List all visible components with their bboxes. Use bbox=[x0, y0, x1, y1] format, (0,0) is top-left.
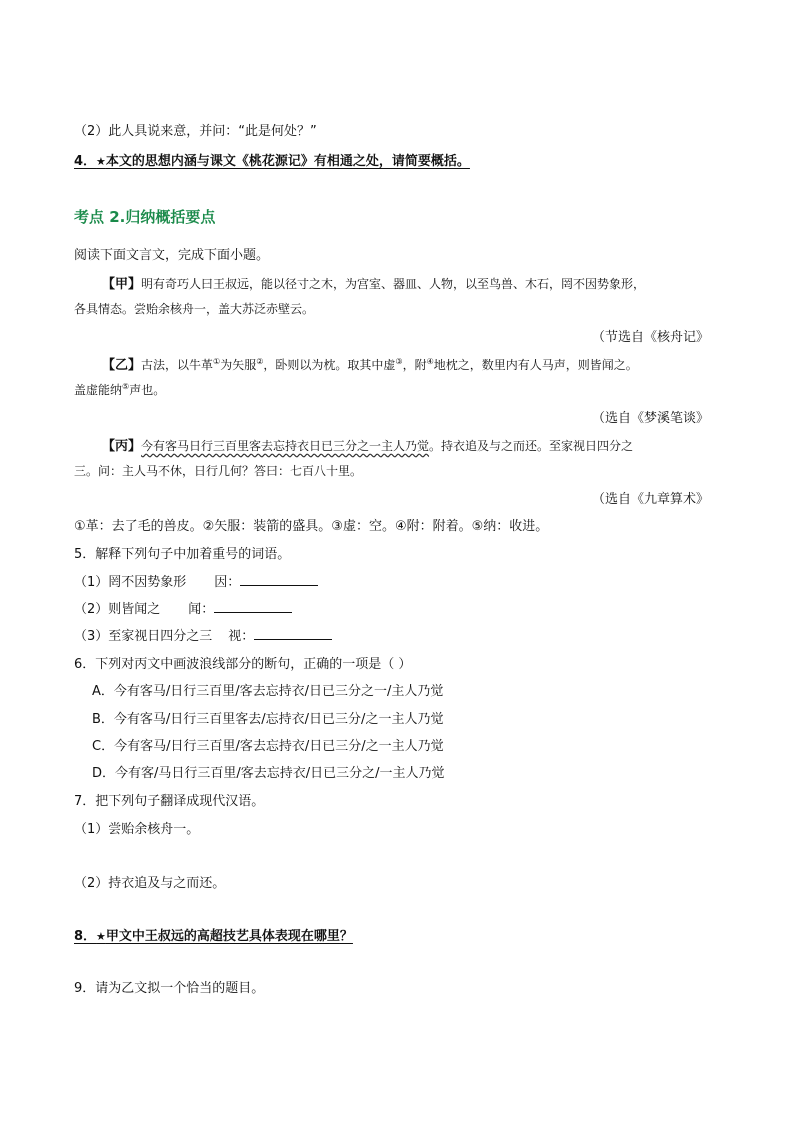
passage-yi-source: （选自《梦溪笔谈》 bbox=[592, 411, 710, 426]
section-title: 考点 2.归纳概括要点 bbox=[74, 208, 216, 226]
answer-blank[interactable] bbox=[254, 627, 332, 640]
option-d[interactable]: D．今有客/马日行三百里/客去忘持衣/日已三分之/一主人乃觉 bbox=[92, 766, 445, 781]
question-text: 本文的思想内涵与课文《桃花源记》有相通之处，请简要概括。 bbox=[105, 154, 470, 169]
passage-bing-source: （选自《九章算术》 bbox=[592, 492, 710, 507]
note-marker: ③ bbox=[395, 357, 403, 366]
question-number: 8． bbox=[74, 929, 97, 944]
option-b[interactable]: B．今有客马/日行三百里客去/忘持衣/日已三分/之一主人乃觉 bbox=[92, 712, 444, 727]
passage-jia-line-1: 【甲】明有奇巧人曰王叔远，能以径寸之木，为宫室、器皿、人物，以至鸟兽、木石，罔不因势象形， bbox=[102, 277, 646, 292]
answer-blank[interactable] bbox=[214, 600, 292, 613]
question-5-item-1: （1）罔不因势象形 因： bbox=[74, 571, 318, 590]
passage-jia-source: （节选自《核舟记》 bbox=[592, 330, 710, 345]
passage-tag: 【乙】 bbox=[102, 358, 142, 373]
question-number: 4． bbox=[74, 154, 97, 169]
passage-bing-line-2: 三。问：主人马不休，日行几何？答曰：七百八十里。 bbox=[74, 464, 363, 478]
answer-blank[interactable] bbox=[240, 573, 318, 586]
question-4 bbox=[74, 150, 470, 169]
option-c[interactable]: C．今有客马/日行三百里/客去忘持衣/日已三分/之一主人乃觉 bbox=[92, 739, 444, 754]
question-7-item-1: （1）尝贻余核舟一。 bbox=[74, 822, 200, 837]
reading-intro: 阅读下面文言文，完成下面小题。 bbox=[74, 248, 270, 263]
note-marker: ② bbox=[256, 357, 264, 366]
note-marker: ① bbox=[213, 357, 221, 366]
note-marker: ⑤ bbox=[122, 382, 130, 391]
wavy-underlined-text: 今有客马日行三百里客去忘持衣日已三分之一主人乃觉 bbox=[141, 439, 430, 453]
star-icon: ★ bbox=[96, 155, 106, 168]
question-3-2: （2）此人具说来意，并问：“此是何处？” bbox=[74, 124, 317, 139]
passage-bing-line-1: 【丙】今有客马日行三百里客去忘持衣日已三分之一主人乃觉。持衣追及与之而还。至家视日四分之 bbox=[102, 439, 634, 454]
note-marker: ④ bbox=[426, 357, 434, 366]
passage-tag: 【甲】 bbox=[102, 277, 142, 292]
question-8 bbox=[74, 925, 353, 944]
question-7-item-2: （2）持衣追及与之而还。 bbox=[74, 876, 226, 891]
question-9: 9．请为乙文拟一个恰当的题目。 bbox=[74, 981, 265, 996]
question-6-stem: 6．下列对丙文中画波浪线部分的断句，正确的一项是（ ） bbox=[74, 657, 412, 672]
annotations: ①革：去了毛的兽皮。②矢服：装箭的盛具。③虚：空。④附：附着。⑤纳：收进。 bbox=[74, 519, 549, 534]
passage-jia-line-2: 各具情态。尝贻余核舟一，盖大苏泛赤壁云。 bbox=[74, 302, 315, 316]
question-7-stem: 7．把下列句子翻译成现代汉语。 bbox=[74, 794, 265, 809]
question-5-stem: 5．解释下列句子中加着重号的词语。 bbox=[74, 547, 291, 562]
question-5-item-3: （3）至家视日四分之三 视： bbox=[74, 625, 332, 644]
question-5-item-2: （2）则皆闻之 闻： bbox=[74, 598, 292, 617]
passage-yi-line-1: 【乙】古法，以牛革①为矢服②，卧则以为枕。取其中虚③，附④地枕之，数里内有人马声，则皆闻之。 bbox=[102, 357, 638, 373]
passage-tag: 【丙】 bbox=[102, 439, 142, 454]
star-icon: ★ bbox=[96, 930, 106, 943]
option-a[interactable]: A．今有客马/日行三百里/客去忘持衣/日已三分之一/主人乃觉 bbox=[92, 684, 444, 699]
passage-yi-line-2: 盖虚能纳⑤声也。 bbox=[74, 382, 166, 397]
question-text: 甲文中王叔远的高超技艺具体表现在哪里？ bbox=[105, 929, 353, 944]
